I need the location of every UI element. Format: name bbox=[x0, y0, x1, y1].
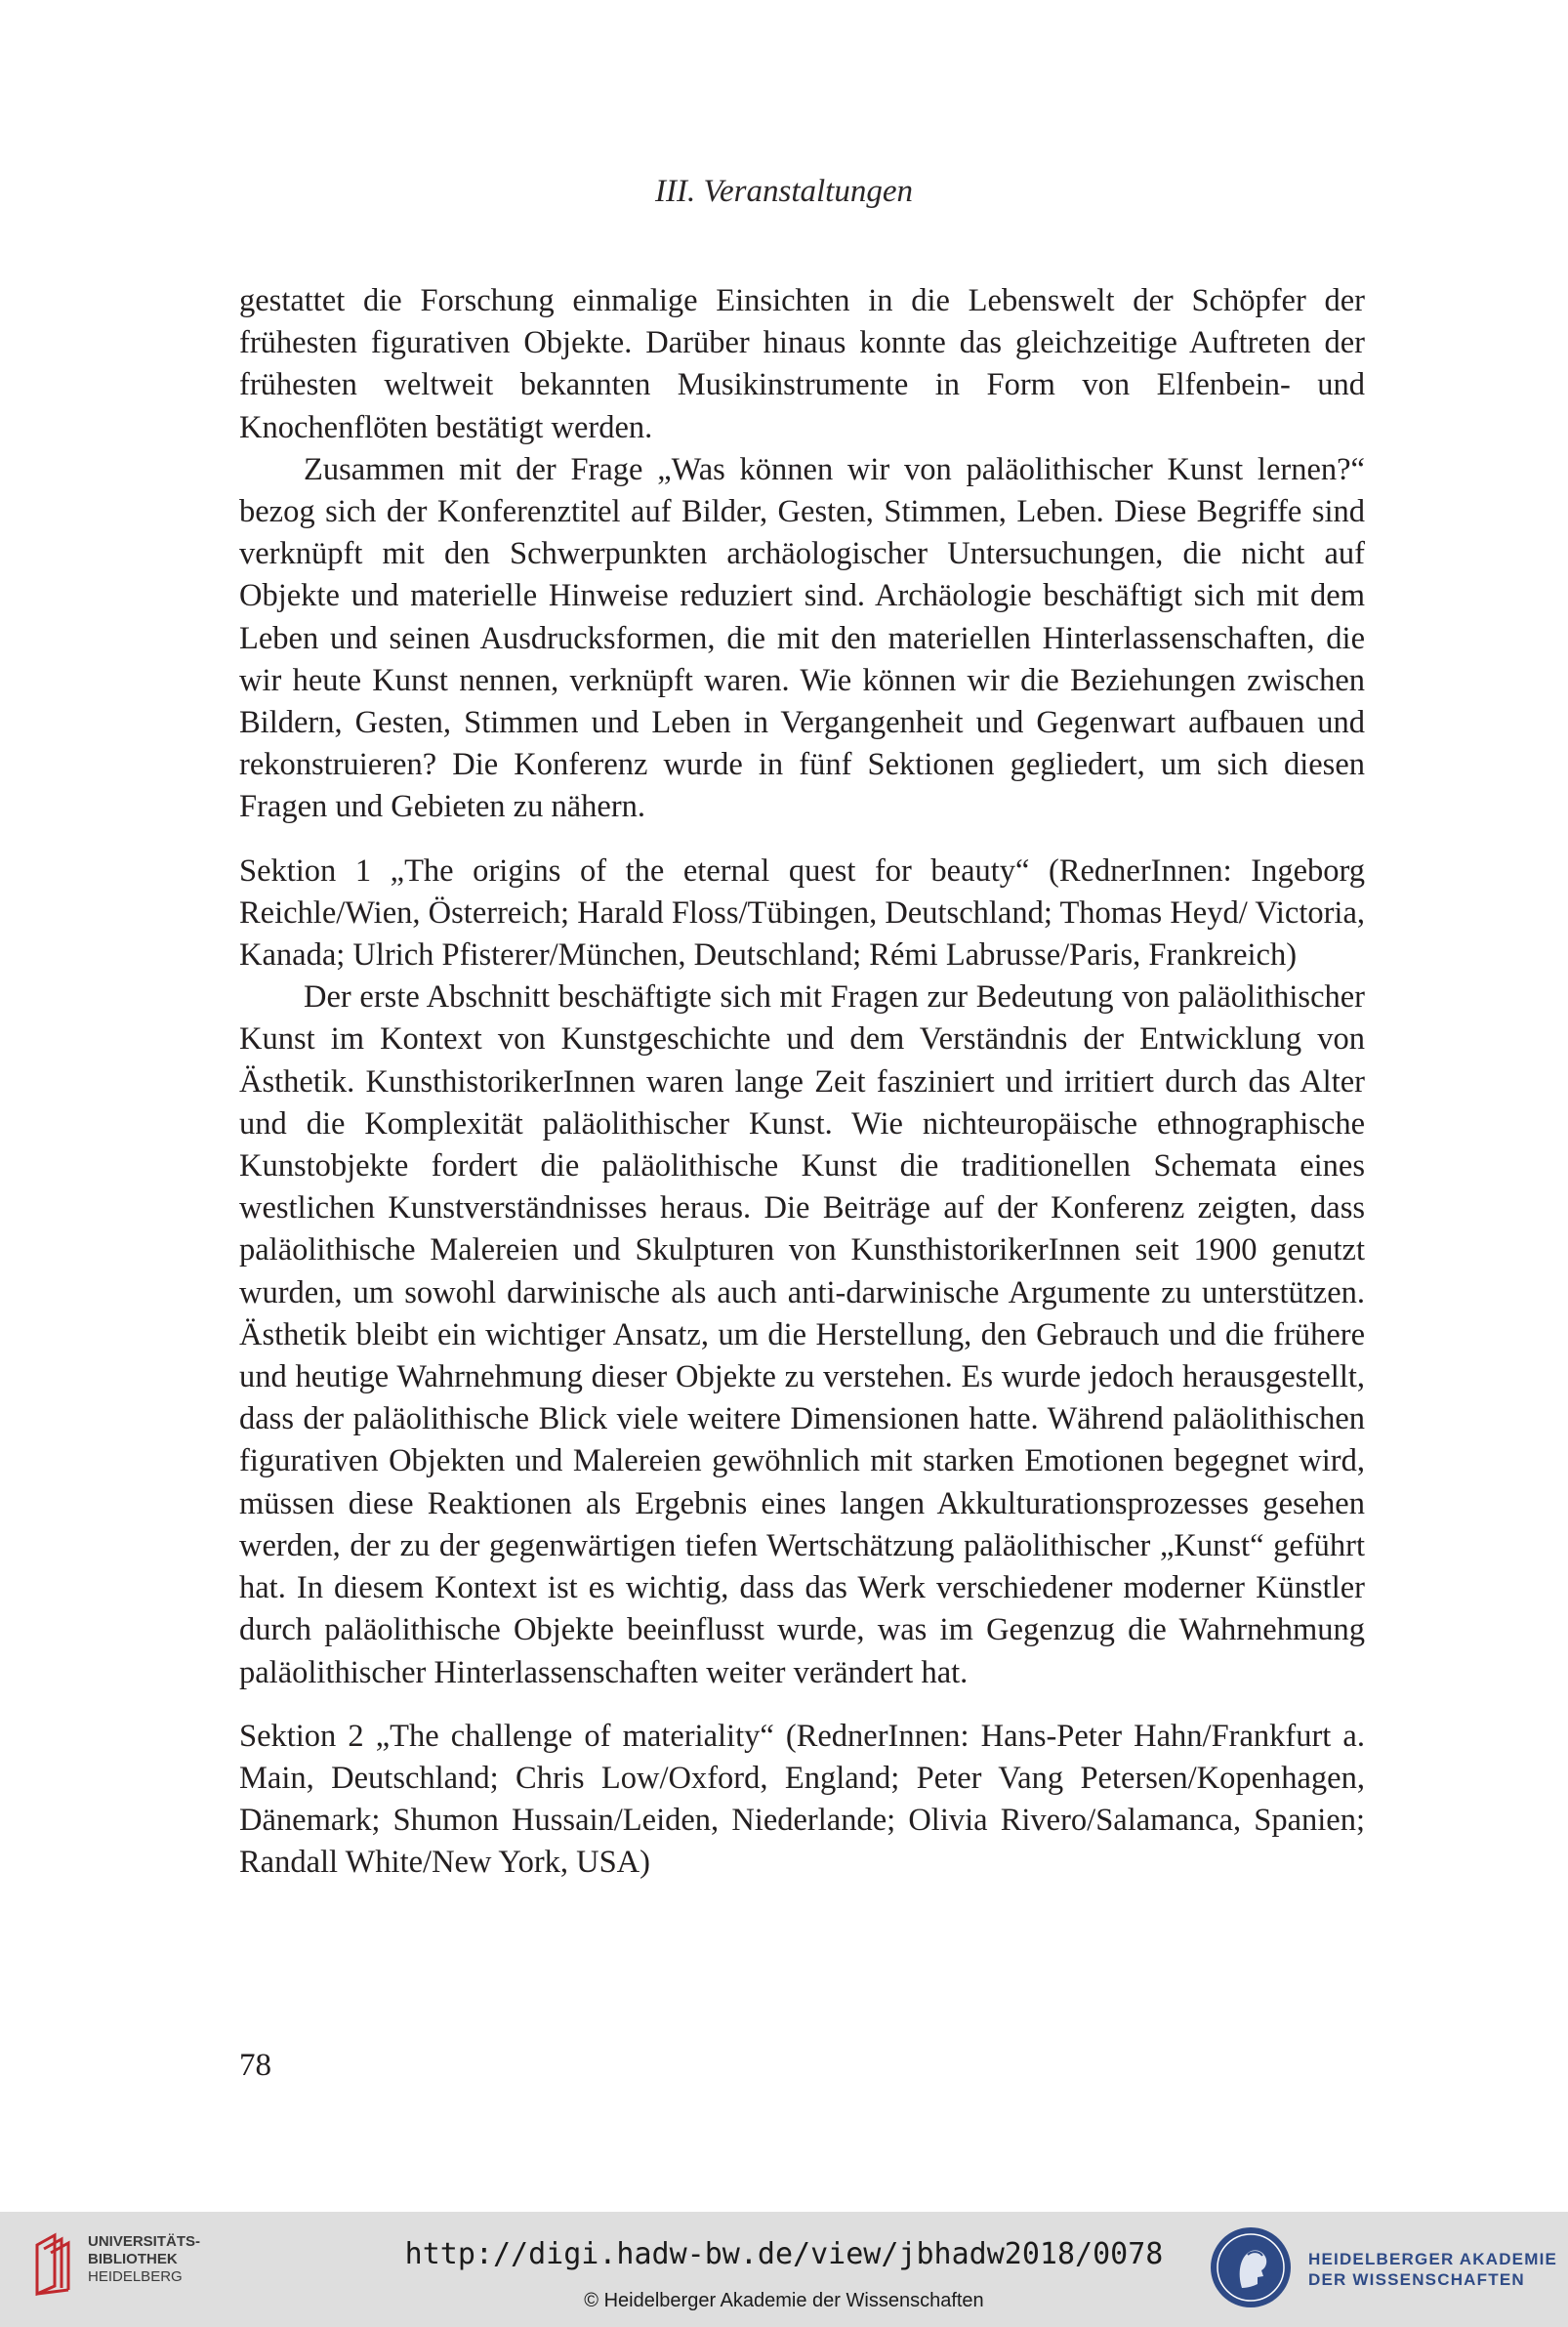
ub-logo-line-1: UNIVERSITÄTS- bbox=[88, 2233, 201, 2250]
section-1-heading: Sektion 1 „The origins of the eternal quest for beauty“ (RednerInnen: Ingeborg Reichle/Wien, Österreich; Harald Floss/Tübingen, Deutschland; Thomas Heyd/ Victoria, Kanada; Ulrich Pfisterer/München, Deutschland; Rémi Labrusse/Paris, Frankreich) bbox=[239, 852, 1365, 974]
paragraph-continuation: gestattet die Forschung einmalige Einsichten in die Lebenswelt der Schöpfer der frühesten figurativen Objekte. Darüber hinaus konnte das gleichzeitige Auftreten der frühesten weltweit bekannten Musikinstrumente in Form von Elfenbein- und Knochenflöten bestätigt werden. bbox=[239, 283, 1365, 445]
page-number: 78 bbox=[239, 2048, 271, 2083]
paragraph-conference-title: Zusammen mit der Frage „Was können wir von paläolithischer Kunst lernen?“ bezog sich der Konferenztitel auf Bilder, Gesten, Stimmen, Leben. Diese Begriffe sind verknüpft mit den Schwerpunkten archäologischer Untersuchungen, die nicht auf Objekte und materielle Hinweise reduziert sind. Archäologie beschäftigt sich mit dem Leben und seinen Ausdrucksformen, die mit den materiellen Hinterlassenschaften, die wir heute Kunst nennen, verknüpft waren. Wie können wir die Beziehungen zwischen Bildern, Gesten, Stimmen und Leben in Vergangenheit und Gegenwart aufbauen und rekonstruieren? Die Konferenz wurde in fünf Sektionen gegliedert, um sich diesen Fragen und Gebieten zu nähern. bbox=[239, 451, 1365, 825]
hadw-logo[interactable] bbox=[1209, 2225, 1558, 2313]
hadw-seal-icon bbox=[1209, 2225, 1293, 2309]
section-2-heading: Sektion 2 „The challenge of materiality“ (RednerInnen: Hans-Peter Hahn/Frankfurt a. Main, Deutschland; Chris Low/Oxford, England; Peter Vang Petersen/Kopenhagen, Dänemark; Shumon Hussain/Leiden, Niederlande; Olivia Rivero/Salamanca, Spanien; Randall White/New York, USA) bbox=[239, 1718, 1365, 1881]
hadw-logo-line-2: DER WISSENSCHAFTEN bbox=[1308, 2270, 1525, 2289]
footer-bar bbox=[0, 2212, 1568, 2327]
paragraph-section-1: Der erste Abschnitt beschäftigte sich mit Fragen zur Bedeutung von paläolithischer Kunst im Kontext von Kunstgeschichte und dem Verständnis der Entwicklung von Ästhetik. KunsthistorikerInnen waren lange Zeit fasziniert und irritiert durch das Alter und die Komplexität paläolithischer Kunst. Wie nichteuropäische ethnographische Kunstobjekte fordert die paläolithische Kunst die traditionellen Schemata eines westlichen Kunstverständnisses heraus. Die Beiträge auf der Konferenz zeigten, dass paläolithische Malereien und Skulpturen von KunsthistorikerInnen seit 1900 genutzt wurden, um sowohl darwinische als auch anti-darwinische Argumente zu unterstützen. Ästhetik bleibt ein wichtiger Ansatz, um die Herstellung, den Gebrauch und die frühere und heutige Wahrnehmung dieser Objekte zu verstehen. Es wurde jedoch herausgestellt, dass der paläolithische Blick viele weitere Dimensionen hatte. Während paläolithischen figurativen Objekten und Malereien gewöhnlich mit starken Emotionen begegnet wird, müssen diese Reaktionen als Ergebnis eines langen Akkulturationsprozesses gesehen werden, der zu der gegenwärtigen tiefen Wertschätzung paläolithischer „Kunst“ geführt hat. In diesem Kontext ist es wichtig, dass das Werk verschiedener moderner Künstler durch paläolithische Objekte beeinflusst wurde, was im Gegenzug die Wahrnehmung paläolithischer Hinterlassenschaften weiter verändert hat. bbox=[239, 979, 1365, 1690]
running-head: III. Veranstaltungen bbox=[655, 174, 913, 209]
ub-logo-line-2: BIBLIOTHEK bbox=[88, 2251, 178, 2267]
body-text bbox=[239, 280, 1365, 1885]
copyright-notice: © Heidelberger Akademie der Wissenschaften bbox=[584, 2290, 984, 2311]
hadw-logo-line-1: HEIDELBERGER AKADEMIE bbox=[1308, 2250, 1558, 2268]
permalink-url[interactable]: http://digi.hadw-bw.de/view/jbhadw2018/0078 bbox=[404, 2237, 1164, 2271]
ub-logo-line-3: HEIDELBERG bbox=[88, 2268, 183, 2285]
